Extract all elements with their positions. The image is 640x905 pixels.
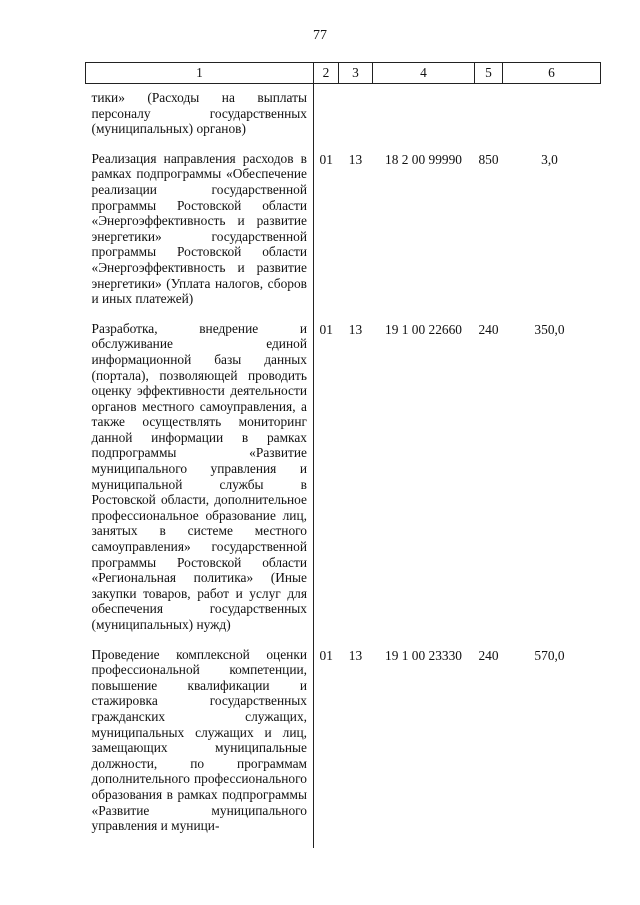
row-subsection: 13 xyxy=(348,151,363,167)
row-section xyxy=(314,84,339,151)
header-col-4: 4 xyxy=(373,63,475,84)
header-col-2: 2 xyxy=(314,63,339,84)
page-number: 77 xyxy=(313,28,327,43)
row-expense-type: 240 xyxy=(478,321,499,337)
table-row xyxy=(86,84,601,151)
row-subsection: 13 xyxy=(348,647,363,663)
row-section: 01 xyxy=(319,321,333,337)
header-col-3: 3 xyxy=(339,63,373,84)
budget-table xyxy=(85,62,601,848)
row-subsection xyxy=(339,84,373,151)
row-expense-type: 240 xyxy=(478,647,499,663)
row-amount: 570,0 xyxy=(534,647,565,663)
header-col-5: 5 xyxy=(475,63,503,84)
table-row xyxy=(86,321,601,647)
row-description: Разработка, внедрение и обслуживание единой информационной базы данных (портала), позволяющей проводить оценку эффективности деятельности органов местного самоуправления, а также осуществлять мониторинг данной информации в рамках подпрограммы «Развитие муниципального управления и муниципальной службы в Ростовской области, дополнительное профессиональное образование лиц, занятых в системе местного самоуправления» государственной программы Ростовской области «Региональная политика» (Иные закупки товаров, работ и услуг для обеспечения государственных (муниципальных) нужд) xyxy=(86,321,314,647)
row-amount: 3,0 xyxy=(541,151,558,167)
row-target-code: 18 2 00 99990 xyxy=(385,151,462,167)
table-row xyxy=(86,151,601,321)
row-amount: 350,0 xyxy=(534,321,565,337)
row-section: 01 xyxy=(319,647,333,663)
row-expense-type: 850 xyxy=(478,151,499,167)
row-description: Проведение комплексной оценки профессиональной компетенции, повышение квалификации и стажировка государственных гражданских служащих, муниципальных служащих и лиц, замещающих муниципальные должности, по программам дополнительного профессионального образования в рамках подпрограммы «Развитие муниципального управления и муници- xyxy=(86,647,314,848)
row-description: Реализация направления расходов в рамках подпрограммы «Обеспечение реализации государственной программы Ростовской области «Энергоэффективность и развитие энергетики» государственной программы Ростовской области «Энергоэффективность и развитие энергетики» (Уплата налогов, сборов и иных платежей) xyxy=(86,151,314,321)
row-description: тики» (Расходы на выплаты персоналу государственных (муниципальных) органов) xyxy=(86,84,314,151)
row-subsection: 13 xyxy=(348,321,363,337)
header-col-1: 1 xyxy=(86,63,314,84)
row-amount xyxy=(503,84,601,151)
row-target-code: 19 1 00 22660 xyxy=(385,321,462,337)
row-expense-type xyxy=(475,84,503,151)
row-target-code xyxy=(373,84,475,151)
table-row xyxy=(86,647,601,848)
table-header-row xyxy=(86,63,601,84)
row-target-code: 19 1 00 23330 xyxy=(385,647,462,663)
header-col-6: 6 xyxy=(503,63,601,84)
row-section: 01 xyxy=(319,151,333,167)
